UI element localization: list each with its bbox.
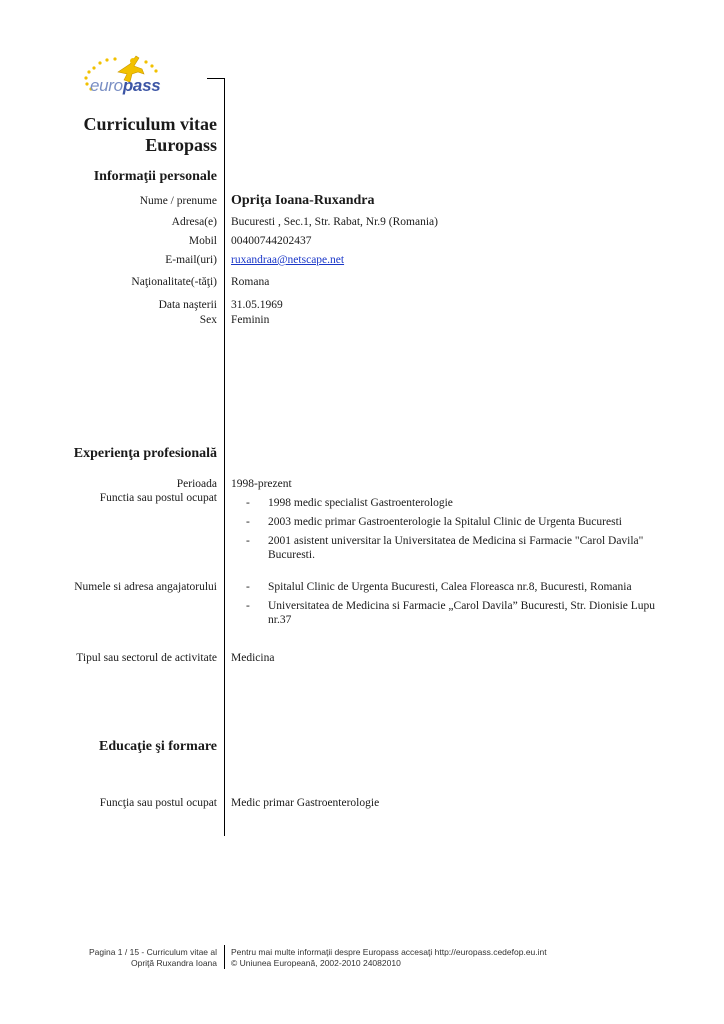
name-label: Nume / prenume	[139, 195, 217, 207]
logo-text-pass: pass	[122, 76, 161, 95]
footer-author: Opriţă Ruxandra Ioana	[131, 958, 217, 968]
list-bullet: -	[246, 581, 250, 593]
list-bullet: -	[246, 535, 250, 547]
nationality-label: Naţionalitate(-tăţi)	[131, 276, 217, 288]
footer-divider	[224, 945, 225, 969]
function-label: Functia sau postul ocupat	[99, 492, 217, 504]
section-heading-education: Educaţie şi formare	[99, 739, 217, 754]
sex-label: Sex	[199, 314, 217, 326]
footer-copyright: © Uniunea Europeană, 2002-2010 24082010	[231, 958, 401, 968]
period-value: 1998-prezent	[231, 478, 292, 490]
list-bullet: -	[246, 497, 250, 509]
mobile-label: Mobil	[188, 235, 217, 247]
list-item	[268, 600, 655, 627]
nationality-value: Romana	[231, 276, 270, 288]
footer-right	[231, 947, 547, 969]
period-label: Perioada	[176, 478, 217, 490]
education-function-label: Funcţia sau postul ocupat	[99, 797, 217, 809]
footer-left	[89, 947, 217, 969]
cv-title-line2: Europass	[145, 135, 217, 155]
address-label: Adresa(e)	[171, 216, 217, 228]
cv-title	[84, 114, 217, 156]
list-item-line: 2001 asistent universitar la Universitatea de Medicina si Farmacie "Carol Davila"	[268, 535, 644, 547]
employer-label: Numele si adresa angajatorului	[74, 581, 217, 593]
birth-date-label: Data naşterii	[158, 299, 217, 311]
list-item	[268, 581, 632, 595]
birth-date-value: 31.05.1969	[231, 299, 283, 311]
list-item-line: 2003 medic primar Gastroenterologie la Spitalul Clinic de Urgenta Bucuresti	[268, 516, 622, 528]
logo-text-euro: euro	[90, 76, 123, 95]
education-function-value: Medic primar Gastroenterologie	[231, 797, 380, 809]
vertical-divider	[224, 78, 225, 836]
europass-logo	[80, 50, 170, 100]
section-heading-personal: Informaţii personale	[93, 169, 217, 184]
footer-page-info: Pagina 1 / 15 - Curriculum vitae al	[88, 947, 217, 957]
footer-info-link: Pentru mai multe informaţii despre Europass accesaţi http://europass.cedefop.eu.int	[231, 947, 547, 957]
list-item	[268, 497, 453, 511]
divider-hook	[207, 78, 224, 79]
list-item-line: 1998 medic specialist Gastroenterologie	[268, 497, 453, 509]
name-value: Opriţa Ioana-Ruxandra	[231, 193, 375, 208]
sector-value: Medicina	[231, 652, 275, 664]
list-item-line: Bucuresti.	[268, 548, 315, 561]
mobile-value: 00400744202437	[231, 235, 312, 247]
list-item-line: Universitatea de Medicina si Farmacie „Carol Davila” Bucuresti, Str. Dionisie Lupu	[268, 600, 656, 612]
email-link[interactable]: ruxandraa@netscape.net	[231, 254, 345, 266]
list-item	[268, 516, 622, 530]
list-bullet: -	[246, 600, 250, 612]
sector-label: Tipul sau sectorul de activitate	[76, 652, 217, 664]
email-label: E-mail(uri)	[165, 254, 217, 266]
cv-title-line1: Curriculum vitae	[83, 114, 217, 134]
address-value: Bucuresti , Sec.1, Str. Rabat, Nr.9 (Romania)	[231, 216, 438, 228]
list-item-line: Spitalul Clinic de Urgenta Bucuresti, Calea Floreasca nr.8, Bucuresti, Romania	[268, 581, 632, 593]
section-heading-experience: Experienţa profesională	[73, 446, 217, 461]
list-item	[268, 535, 643, 562]
sex-value: Feminin	[231, 314, 270, 326]
list-item-line: nr.37	[268, 613, 292, 626]
list-bullet: -	[246, 516, 250, 528]
